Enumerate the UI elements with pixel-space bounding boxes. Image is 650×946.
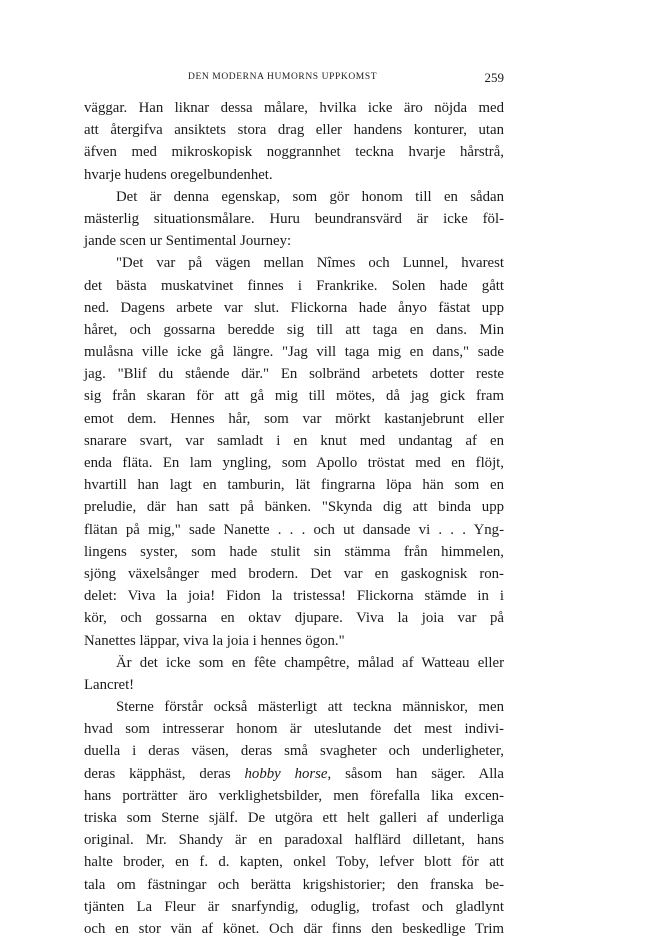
text-line: jag. "Blif du stående där." En solbränd arbetets dotter reste xyxy=(84,366,504,383)
text-line: snarare svart, var samladt i en knut med undantag af en xyxy=(84,432,504,449)
text-line: Det är denna egenskap, som gör honom till en sådan xyxy=(116,188,504,205)
page-header xyxy=(84,70,504,90)
text-line: tala om fästningar och berätta krigshistorier; den franska be- xyxy=(84,876,504,893)
text-line: emot dem. Hennes hår, som var mörkt kastanjebrunt eller xyxy=(84,410,504,427)
text-line: ned. Dagens arbete var slut. Flickorna hade ånyo fästat upp xyxy=(84,299,504,316)
text-line: kör, och gossarna en oktav djupare. Viva la joia var på xyxy=(84,610,504,627)
text-line: hvarje hudens oregelbundenhet. xyxy=(84,166,273,183)
text-line: "Det var på vägen mellan Nîmes och Lunnel, hvarest xyxy=(116,255,504,272)
text-line: väggar. Han liknar dessa målare, hvilka icke äro nöjda med xyxy=(84,100,504,116)
text-line: Är det icke som en fête champêtre, målad af Watteau eller xyxy=(116,654,504,671)
body-text xyxy=(84,97,504,940)
text-line: hans porträtter äro verklighetsbilder, men förefalla lika excen- xyxy=(84,787,504,804)
text-line: hvad som intresserar honom är uteslutande det mest indivi- xyxy=(84,721,504,738)
paragraph xyxy=(84,97,504,186)
text-line: sig från skaran för att gå mig till mötes, då jag gick fram xyxy=(84,388,504,405)
text-line: äfven med mikroskopisk noggrannhet teckna hvarje hårstrå, xyxy=(84,144,504,161)
running-title: DEN MODERNA HUMORNS UPPKOMST xyxy=(188,72,378,82)
text-line: och en stor vän af könet. Och där finns den beskedlige Trim xyxy=(84,920,504,937)
text-line: flätan på mig," sade Nanette . . . och ut dansade vi . . . Yng- xyxy=(84,521,504,538)
paragraph xyxy=(84,186,504,253)
text-line: duella i deras väsen, deras små svagheter och underligheter, xyxy=(84,743,504,760)
italic-phrase: hobby horse xyxy=(244,765,328,782)
text-line: håret, och gossarna beredde sig till att taga en dans. Min xyxy=(84,321,504,338)
page-number: 259 xyxy=(484,70,504,85)
text-line: mästerlig situationsmålare. Huru beundransvärd är icke föl- xyxy=(84,210,504,227)
text-line: Lancret! xyxy=(84,676,135,693)
text-line: mulåsna ville icke gå längre. "Jag vill taga mig en dans," sade xyxy=(84,344,504,361)
text-line: lingens syster, som hade stulit sin stämma från himmelen, xyxy=(84,543,504,560)
text-line: sjöng växelsånger med brodern. Det var en gaskognisk ron- xyxy=(84,565,504,582)
text-line: deras käpphäst, deras hobby horse, såsom han säger. Alla xyxy=(84,765,504,782)
text-line: original. Mr. Shandy är en paradoxal halflärd dilletant, hans xyxy=(84,832,504,849)
text-line: hvartill han lagt en tamburin, lät fingrarna löpa hän som en xyxy=(84,477,504,494)
text-line: Sterne förstår också mästerligt att teckna människor, men xyxy=(116,699,504,716)
paragraph xyxy=(84,652,504,696)
text-line: enda fläta. En lam yngling, som Apollo tröstat med en flöjt, xyxy=(84,455,504,471)
text-line: halte broder, en f. d. kapten, onkel Toby, lefver blott för att xyxy=(84,854,504,871)
quotation-paragraph xyxy=(84,252,504,651)
paragraph xyxy=(84,696,504,940)
text-line: triska som Sterne själf. De utgöra ett helt galleri af underliga xyxy=(84,810,504,826)
text-line: jande scen ur Sentimental Journey: xyxy=(84,233,292,250)
text-line: att återgifva ansiktets stora drag eller handens konturer, utan xyxy=(84,122,504,139)
text-line: preludie, där han satt på bänken. "Skynda dig att binda upp xyxy=(84,499,504,516)
text-line: Nanettes läppar, viva la joia i hennes ögon." xyxy=(84,632,345,649)
text-line: tjänten La Fleur är snarfyndig, oduglig, trofast och gladlynt xyxy=(84,898,504,915)
text-line: det bästa muskatvinet finnes i Frankrike. Solen hade gått xyxy=(84,277,504,294)
text-line: delet: Viva la joia! Fidon la tristessa! Flickorna stämde in i xyxy=(84,588,504,605)
